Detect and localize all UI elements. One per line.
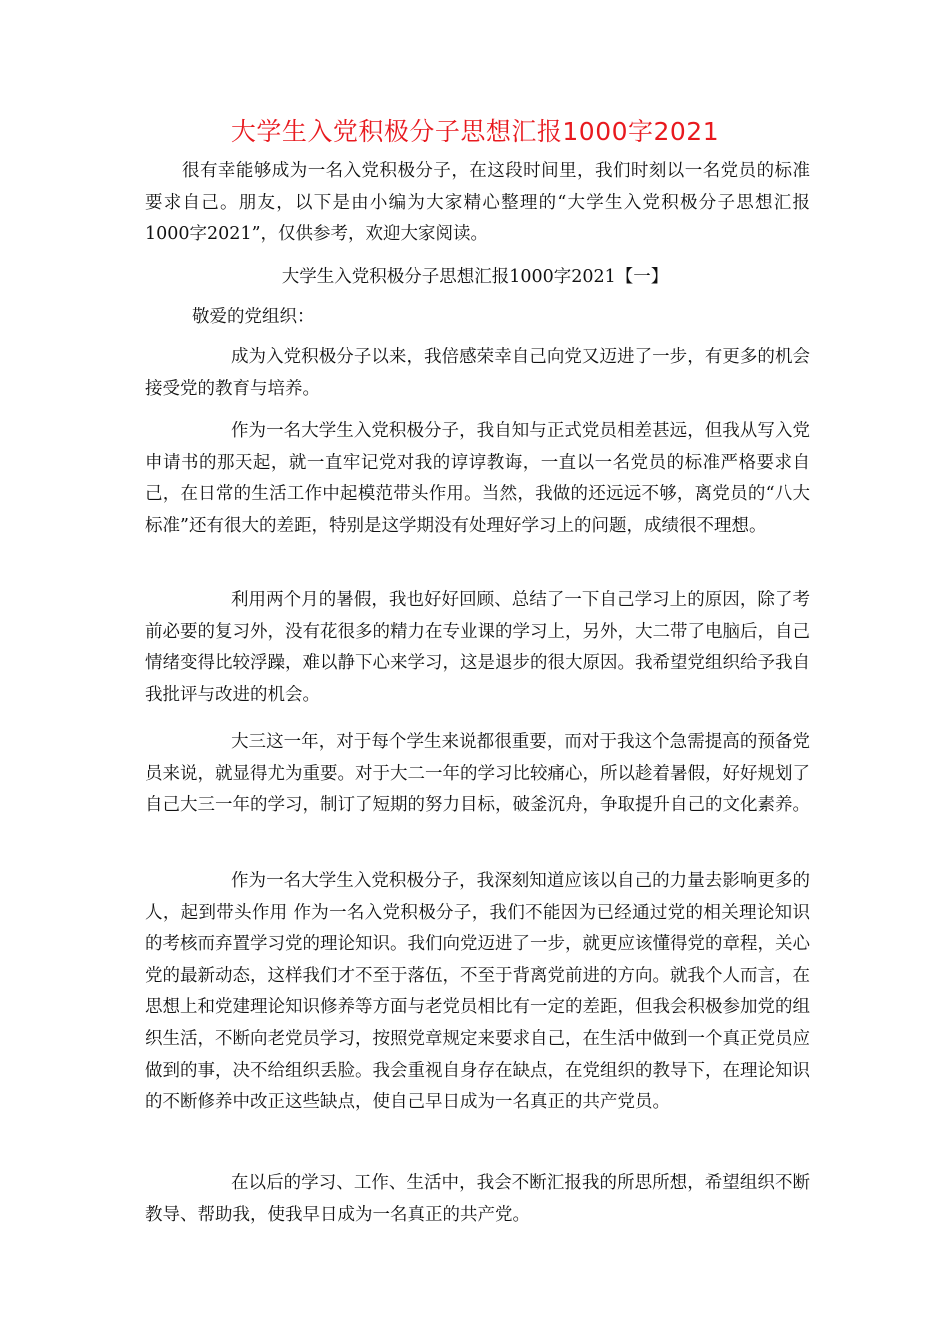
section-heading: 大学生入党积极分子思想汇报1000字2021【一】: [281, 267, 669, 287]
body-paragraph-4: 大三这一年，对于每个学生来说都很重要，而对于我这个急需提高的预备党员来说，就显得尤为重要。对于大二一年的学习比较痛心，所以趁着暑假，好好规划了自己大三一年的学习，制订了短期的努力目标，破釜沉舟，争取提升自己的文化素养。: [145, 732, 810, 816]
body-paragraph-3: 利用两个月的暑假，我也好好回顾、总结了一下自己学习上的原因，除了考前必要的复习外，没有花很多的精力在专业课的学习上，另外，大二带了电脑后，自己情绪变得比较浮躁，难以静下心来学习，这是退步的很大原因。我希望党组织给予我自我批评与改进的机会。: [145, 590, 810, 705]
intro-paragraph: 很有幸能够成为一名入党积极分子，在这段时间里，我们时刻以一名党员的标准要求自己。朋友，以下是由小编为大家精心整理的“大学生入党积极分子思想汇报1000字2021”，仅供参考，欢迎大家阅读。: [145, 161, 810, 245]
document-title: 大学生入党积极分子思想汇报1000字2021: [230, 117, 720, 146]
body-paragraph-6: 在以后的学习、工作、生活中，我会不断汇报我的所思所想，希望组织不断教导、帮助我，使我早日成为一名真正的共产党。: [145, 1173, 810, 1225]
body-paragraph-1: 成为入党积极分子以来，我倍感荣幸自己向党又迈进了一步，有更多的机会接受党的教育与培养。: [145, 347, 810, 399]
body-paragraph-5: 作为一名大学生入党积极分子，我深刻知道应该以自己的力量去影响更多的人，起到带头作用 作为一名入党积极分子，我们不能因为已经通过党的相关理论知识的考核而弃置学习党的理论知识。我们向党迈进了一步，就更应该懂得党的章程，关心党的最新动态，这样我们才不至于落伍，不至于背离党前进的方向。就我个人而言，在思想上和党建理论知识修养等方面与老党员相比有一定的差距，但我会积极参加党的组织生活，不断向老党员学习，按照党章规定来要求自己，在生活中做到一个真正党员应做到的事，决不给组织丢脸。我会重视自身存在缺点，在党组织的教导下，在理论知识的不断修养中改正这些缺点，使自己早日成为一名真正的共产党员。: [145, 871, 810, 1113]
salutation: 敬爱的党组织：: [192, 307, 315, 327]
body-paragraph-2: 作为一名大学生入党积极分子，我自知与正式党员相差甚远，但我从写入党申请书的那天起，就一直牢记党对我的谆谆教诲，一直以一名党员的标准严格要求自己，在日常的生活工作中起模范带头作用。当然，我做的还远远不够，离党员的“八大标准”还有很大的差距，特别是这学期没有处理好学习上的问题，成绩很不理想。: [145, 421, 810, 536]
